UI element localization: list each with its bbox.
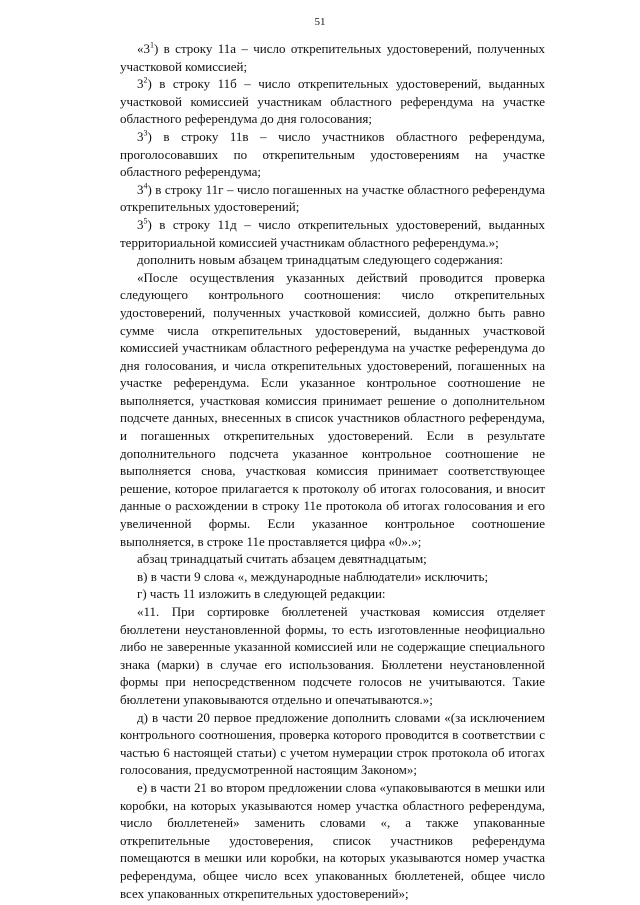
text-run: «После осуществления указанных действий проводится проверка следующего контрольного соотношения: число открепительных удостоверений, полученных участковой комиссией, должно быть равно сумме числа открепительных удостоверений, выданных участковой комиссией участникам областного референдума на участке референдума до дня голосования, и числа открепительных удостоверений, погашенных на участке референдума. Если указанное контрольное соотношение не выполняется, участковая комиссия принимает решение о дополнительном подсчете данных, внесенных в список участников областного референдума, и погашенных открепительных удостоверений. Если в результате дополнительного подсчета указанное контрольное соотношение не выполняется снова, участковая комиссия принимает соответствующее решение, которое прилагается к протоколу об итогах голосования, и вносит данные о расхождении в строку 11е протокола об итогах голосования и его увеличенной формы. Если указанное контрольное соотношение выполняется, в строке 11е проставляется цифра «0».»; [120,269,545,549]
superscript: 2 [143,75,148,85]
text-run: ) в строку 11в – число участников областного референдума, проголосовавших по открепительным удостоверениям на участке областного референдума; [120,128,545,180]
paragraph [120,568,545,586]
paragraph [120,779,545,902]
superscript: 5 [143,216,148,226]
text-run: е) в части 21 во втором предложении слова «упаковываются в мешки или коробки, на которых указываются номер участка областного референдума, число бюллетеней» заменить словами «, а также упакованные открепительные удостоверения, список участников референдума помещаются в мешки или коробки, на которых указываются номер участка референдума, общее число всех упакованных бюллетеней, общее число всех упакованных открепительных удостоверений»; [120,779,545,901]
text-run: абзац тринадцатый считать абзацем девятнадцатым; [137,551,427,567]
text-run: 3 [137,128,144,144]
paragraph [120,550,545,568]
paragraph [120,251,545,269]
paragraph [120,128,545,181]
paragraph [120,269,545,551]
text-run: ) в строку 11г – число погашенных на участке областного референдума открепительных удостоверений; [120,181,545,215]
paragraph [120,603,545,709]
text-run: 3 [137,76,144,92]
paragraph [120,75,545,128]
text-run: дополнить новым абзацем тринадцатым следующего содержания: [137,252,504,268]
paragraph [120,216,545,251]
text-run: 3 [137,216,144,232]
page-number: 51 [314,16,326,28]
superscript: 4 [143,181,148,191]
superscript: 3 [143,128,148,138]
text-run: г) часть 11 изложить в следующей редакции: [137,586,386,602]
text-run: в) в части 9 слова «, международные наблюдатели» исключить; [137,568,489,584]
text-run: «3 [137,41,150,56]
text-run: 3 [137,181,144,197]
text-run: д) в части 20 первое предложение дополнить словами «(за исключением контрольного соотношения, проверка которого проводится в соответствии с частью 6 настоящей статьи) с учетом нумерации строк протокола об итогах голосования, предусмотренной настоящим Законом»; [120,709,545,778]
text-run: ) в строку 11б – число открепительных удостоверений, выданных участковой комиссией участникам областного референдума на участке областного референдума до дня голосования; [120,76,545,127]
document-body [120,40,545,902]
text-run: ) в строку 11д – число открепительных удостоверений, выданных территориальной комиссией участникам областного референдума.»; [120,216,545,250]
text-run: ) в строку 11а – число открепительных удостоверений, полученных участковой комиссией; [120,41,545,74]
superscript: 1 [150,40,154,50]
paragraph [120,181,545,216]
paragraph [120,709,545,779]
text-run: «11. При сортировке бюллетеней участковая комиссия отделяет бюллетени неустановленной формы, то есть изготовленные неофициально либо не заверенные указанной комиссией или не содержащие специального знака (марки) в случае его использования. Бюллетени неустановленной формы при непосредственном подсчете голосов не учитываются. Такие бюллетени упаковываются отдельно и опечатываются.»; [120,604,545,707]
paragraph [120,585,545,603]
paragraph [120,40,545,75]
